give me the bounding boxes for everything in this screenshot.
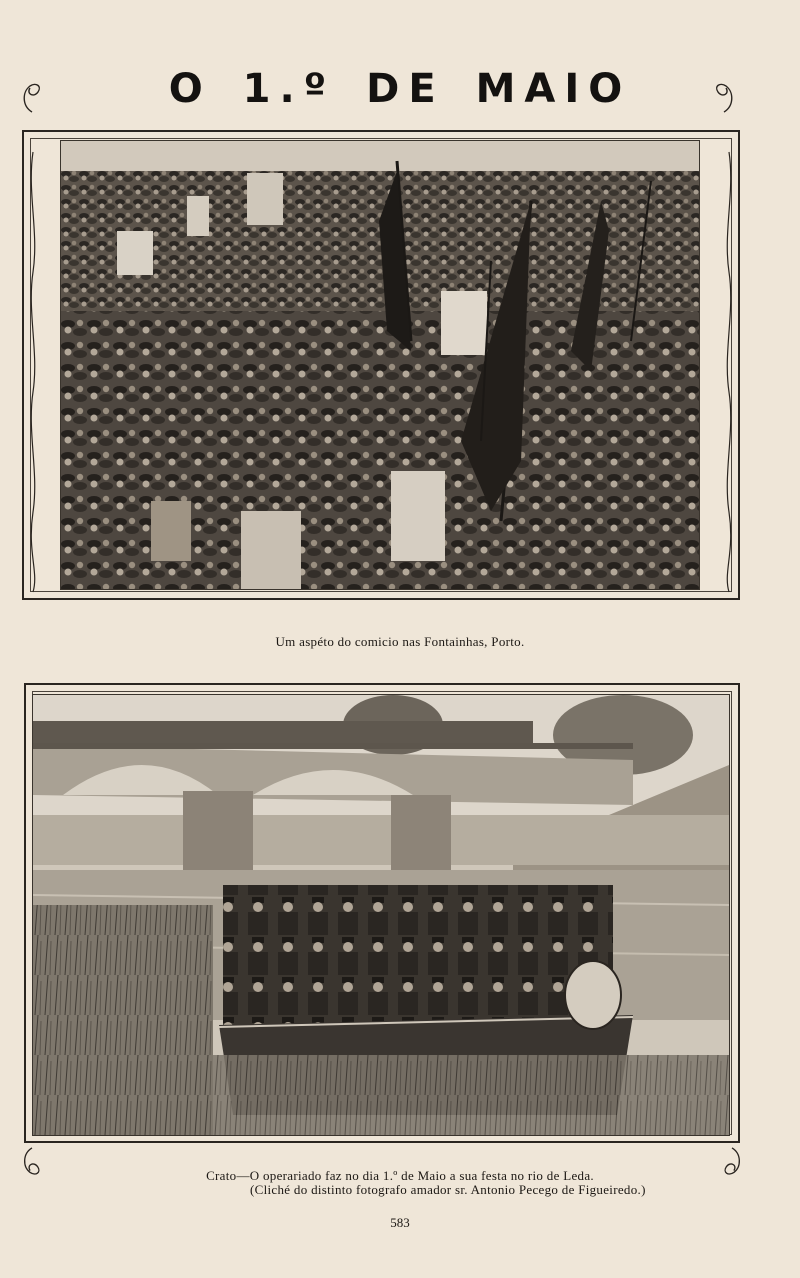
corner-flourish-icon bbox=[712, 78, 736, 114]
river-boat-photo bbox=[32, 694, 730, 1136]
figure-caption: Crato—O operariado faz no dia 1.º de Maio a sua festa no rio de Leda. bbox=[206, 1168, 594, 1183]
page-number: 583 bbox=[390, 1215, 410, 1230]
figure-caption: Um aspéto do comicio nas Fontainhas, Porto. bbox=[275, 634, 525, 649]
photo-credit: (Cliché do distinto fotografo amador sr. Antonio Pecego de Figueiredo.) bbox=[250, 1182, 646, 1197]
frame-ornament-icon bbox=[722, 132, 736, 598]
page-title: O 1.º DE MAIO bbox=[168, 66, 632, 112]
frame-ornament-icon bbox=[26, 132, 40, 598]
corner-flourish-icon bbox=[20, 78, 44, 114]
crowd-photo bbox=[60, 140, 700, 590]
